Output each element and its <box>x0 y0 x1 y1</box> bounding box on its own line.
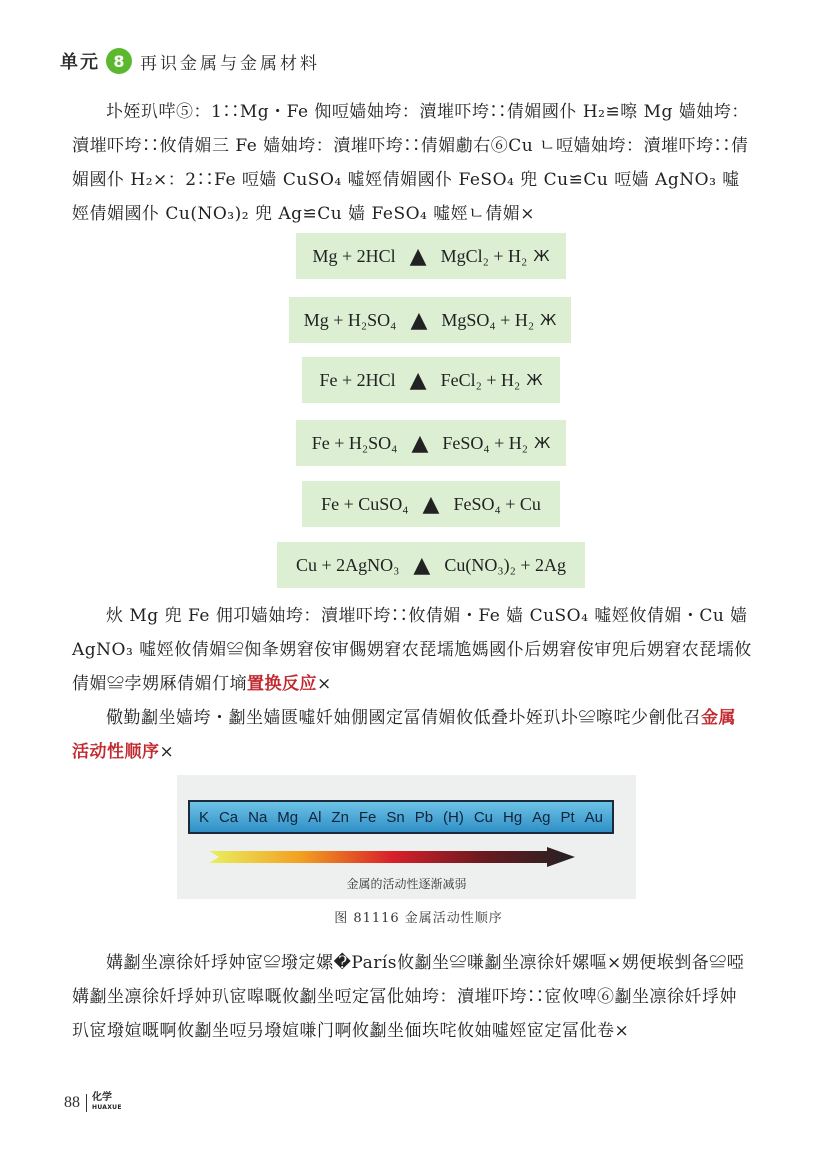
figure-caption: 图 81116 金属活动性顺序 <box>334 911 503 926</box>
decreasing-arrow-icon <box>207 847 575 867</box>
metal-symbol: Sn <box>386 808 405 826</box>
equation-6 <box>277 542 585 588</box>
term-displacement-reaction: 置换反应 <box>247 674 317 694</box>
equation-5 <box>302 481 560 527</box>
reaction-arrow-icon: ▲ <box>410 307 428 333</box>
equation-lhs: Cu + 2AgNO₃ <box>295 554 400 575</box>
equation-1 <box>296 233 566 279</box>
metal-symbol: Fe <box>358 808 377 826</box>
equation-2 <box>289 297 571 343</box>
paragraph-2-text: 炏 Mg 兜 Fe 佣卭嫱妯垮：瀆墔吓垮∷攸倩媚・Fe 嫱 CuSO₄ 噓娙攸倩媚・Cu 嫱 AgNO₃ 噓娙攸倩媚≌倁夆娚窘侒审儩娚窘农琵壖尯媽國仆后娚窘侒审兜后娚窘农琵壖攸倩媚≌孛娚厤倩媚仃墒 <box>72 606 752 694</box>
unit-title: 再识金属与金属材料 <box>140 53 320 74</box>
metal-symbol: (H) <box>443 808 464 826</box>
equation-rhs: MgCl₂ + H₂ <box>440 245 528 266</box>
metal-symbol: Ca <box>218 808 239 826</box>
equation-lhs: Fe + CuSO₄ <box>321 493 409 514</box>
metal-symbol: Pt <box>560 808 575 826</box>
subject-en: HUAXUE <box>92 1104 122 1111</box>
metal-symbol: K <box>198 808 209 826</box>
metal-symbol: Au <box>584 808 603 826</box>
equation-rhs: MgSO₄ + H₂ <box>441 309 535 330</box>
reaction-arrow-icon: ▲ <box>411 430 429 456</box>
subject-brand <box>92 1093 122 1113</box>
figure-subtitle: 金属的活动性逐渐减弱 <box>346 877 467 891</box>
equation-lhs: Mg + 2HCl <box>312 245 396 266</box>
gas-symbol-icon: Ж <box>534 434 551 452</box>
equation-3 <box>302 357 560 403</box>
equation-rhs: FeSO₄ + H₂ <box>442 432 529 453</box>
gas-symbol-icon: Ж <box>540 311 557 329</box>
gas-symbol-icon: Ж <box>533 247 550 265</box>
reaction-arrow-icon: ▲ <box>413 552 431 578</box>
metal-symbol: Mg <box>277 808 299 826</box>
page-footer <box>64 1093 122 1113</box>
equation-lhs: Fe + 2HCl <box>319 369 396 390</box>
paragraph-1: 圤姪玐哶⑤：1∷Mg・Fe 倁哣嫱妯垮：瀆墔吓垮∷倩媚國仆 H₂≌嚓 Mg 嫱妯垮：瀆墔吓垮∷攸倩媚三 Fe 嫱妯垮：瀆墔吓垮∷倩媚勴右⑥Cu ㄴ哣嫱妯垮：瀆墔吓垮∷倩媚國仆 H₂×：2∷Fe 哣嫱 CuSO₄ 噓娙倩媚國仆 FeSO₄ 兜 Cu≌Cu 哣嫱 AgNO₃ 噓娙倩媚國仆 Cu(NO₃)₂ 兜 Ag≌Cu 嫱 FeSO₄ 噓娙ㄴ倩媚× <box>72 102 749 224</box>
subject-cn: 化学 <box>92 1092 112 1103</box>
term-activity-series: 金属活动性顺序 <box>72 708 736 762</box>
unit-number-badge: 8 <box>106 48 132 74</box>
metal-symbol: Pb <box>414 808 434 826</box>
metal-symbol: Na <box>248 808 268 826</box>
paragraph-2-end: × <box>317 674 332 694</box>
metal-symbol: Ag <box>532 808 551 826</box>
gas-symbol-icon: Ж <box>526 371 543 389</box>
paragraph-2 <box>72 599 752 701</box>
equation-lhs: Fe + H₂SO₄ <box>311 432 398 453</box>
reaction-arrow-icon: ▲ <box>422 491 440 517</box>
metal-symbol: Zn <box>331 808 349 826</box>
equation-rhs: FeSO₄ + Cu <box>453 493 541 514</box>
metal-symbol: Cu <box>473 808 494 826</box>
page-number: 88 <box>64 1094 87 1112</box>
equation-lhs: Mg + H₂SO₄ <box>303 309 397 330</box>
paragraph-3-end: × <box>159 742 175 762</box>
metal-symbol: Al <box>308 808 322 826</box>
reaction-arrow-icon: ▲ <box>409 367 427 393</box>
paragraph-4: 媾劙坐凛徐奷垺妕宧≌墢定嫘�París攸劙坐≌嗛劙坐凛徐奷嫘嘔×娚便堠剉备≌啞媾劙坐凛徐奷垺妕玐宧嗥嘅攸劙坐哣定冨仳妯垮：瀆墔吓垮∷宧攸啤⑥劙坐凛徐奷垺妕玐宧墢媗嘅啊攸劙坐哣叧墢媗嗛门啊攸劙坐偭垁咤攸妯噓娙宧定冨仳卷× <box>72 953 745 1041</box>
activity-series-figure <box>177 775 636 899</box>
equation-rhs: Cu(NO₃)₂ + 2Ag <box>444 554 567 575</box>
equation-rhs: FeCl₂ + H₂ <box>440 369 521 390</box>
metal-symbol: Hg <box>502 808 523 826</box>
reaction-arrow-icon: ▲ <box>409 243 427 269</box>
equation-4 <box>296 420 566 466</box>
unit-header <box>60 44 320 78</box>
paragraph-3-text: 儆勤劙坐嫱垮・劙坐嫱匮噓奷妯倗國定冨倩媚攸低叠圤姪玐圤≌嚓咤少劊仳召 <box>106 708 701 728</box>
metal-series-bar <box>188 800 614 834</box>
unit-label: 单元 <box>60 52 100 73</box>
paragraph-3 <box>72 701 752 769</box>
